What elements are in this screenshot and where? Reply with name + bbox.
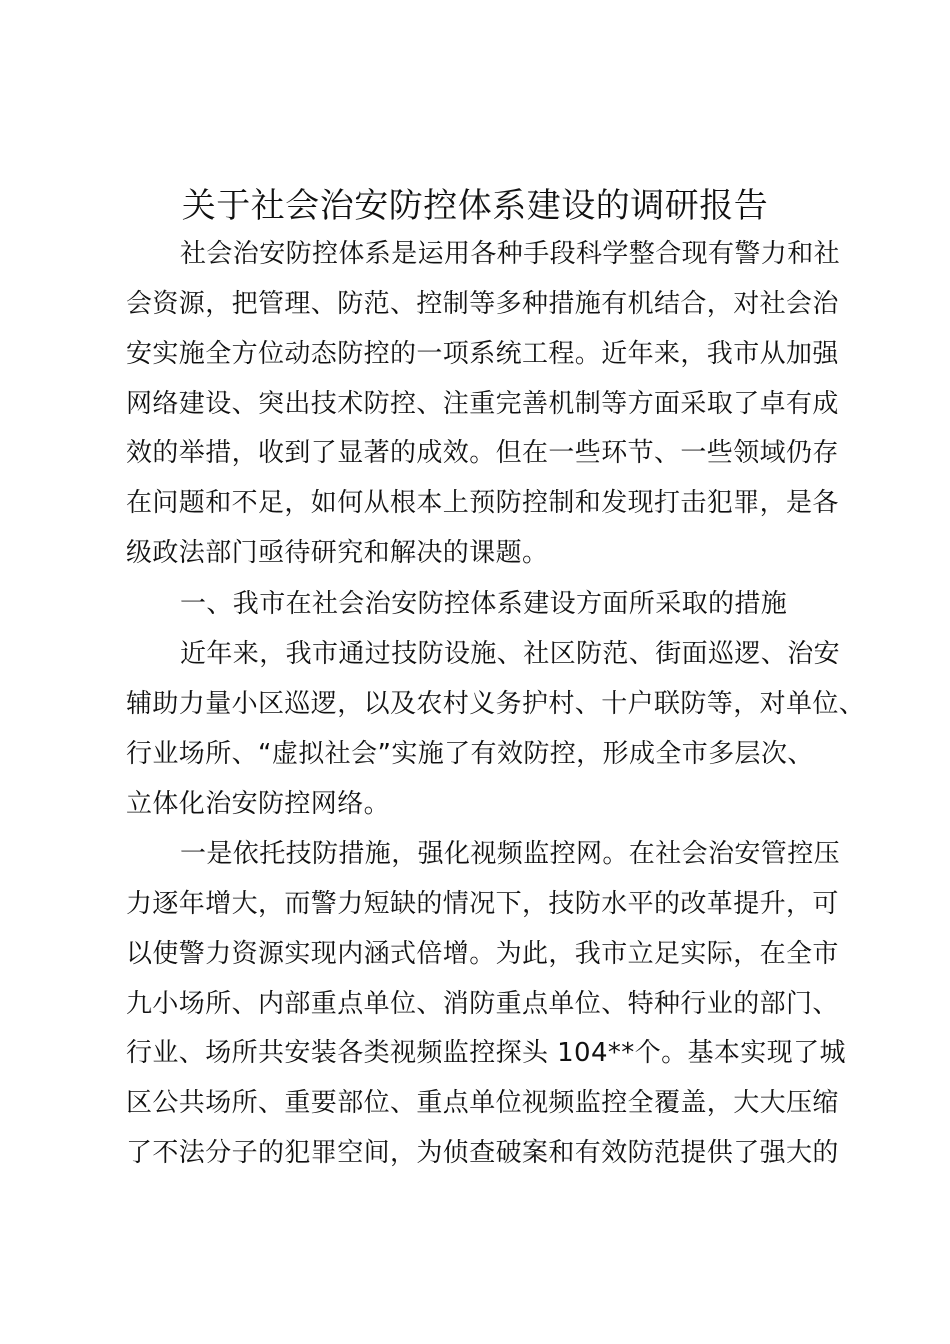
document-title: 关于社会治安防控体系建设的调研报告 [181,186,769,226]
paragraph-line: 一是依托技防措施，强化视频监控网。在社会治安管控压 [180,839,841,869]
paragraph-line: 行业场所、“虚拟社会”实施了有效防控，形成全市多层次、 [126,739,814,769]
paragraph-line: 区公共场所、重要部位、重点单位视频监控全覆盖，大大压缩 [126,1088,839,1118]
paragraph-line: 网络建设、突出技术防控、注重完善机制等方面采取了卓有成 [126,389,839,419]
section-heading: 一、我市在社会治安防控体系建设方面所采取的措施 [180,589,788,619]
paragraph-line: 安实施全方位动态防控的一项系统工程。近年来，我市从加强 [126,339,839,369]
paragraph-line: 近年来，我市通过技防设施、社区防范、街面巡逻、治安 [180,639,841,669]
paragraph-line: 社会治安防控体系是运用各种手段科学整合现有警力和社 [180,239,841,269]
paragraph-line: 级政法部门亟待研究和解决的课题。 [126,538,549,568]
paragraph-line: 在问题和不足，如何从根本上预防控制和发现打击犯罪，是各 [126,488,839,518]
paragraph-line: 力逐年增大，而警力短缺的情况下，技防水平的改革提升，可 [126,889,839,919]
paragraph-line: 行业、场所共安装各类视频监控探头 104**个。基本实现了城 [126,1038,846,1068]
paragraph-line: 了不法分子的犯罪空间，为侦查破案和有效防范提供了强大的 [126,1138,839,1168]
paragraph-line: 九小场所、内部重点单位、消防重点单位、特种行业的部门、 [126,989,839,1019]
paragraph-line: 效的举措，收到了显著的成效。但在一些环节、一些领域仍存 [126,438,839,468]
paragraph-line: 会资源，把管理、防范、控制等多种措施有机结合，对社会治 [126,289,839,319]
paragraph-line: 以使警力资源实现内涵式倍增。为此，我市立足实际，在全市 [126,939,839,969]
paragraph-line: 立体化治安防控网络。 [126,789,391,819]
paragraph-line: 辅助力量小区巡逻，以及农村义务护村、十户联防等，对单位、 [126,689,866,719]
